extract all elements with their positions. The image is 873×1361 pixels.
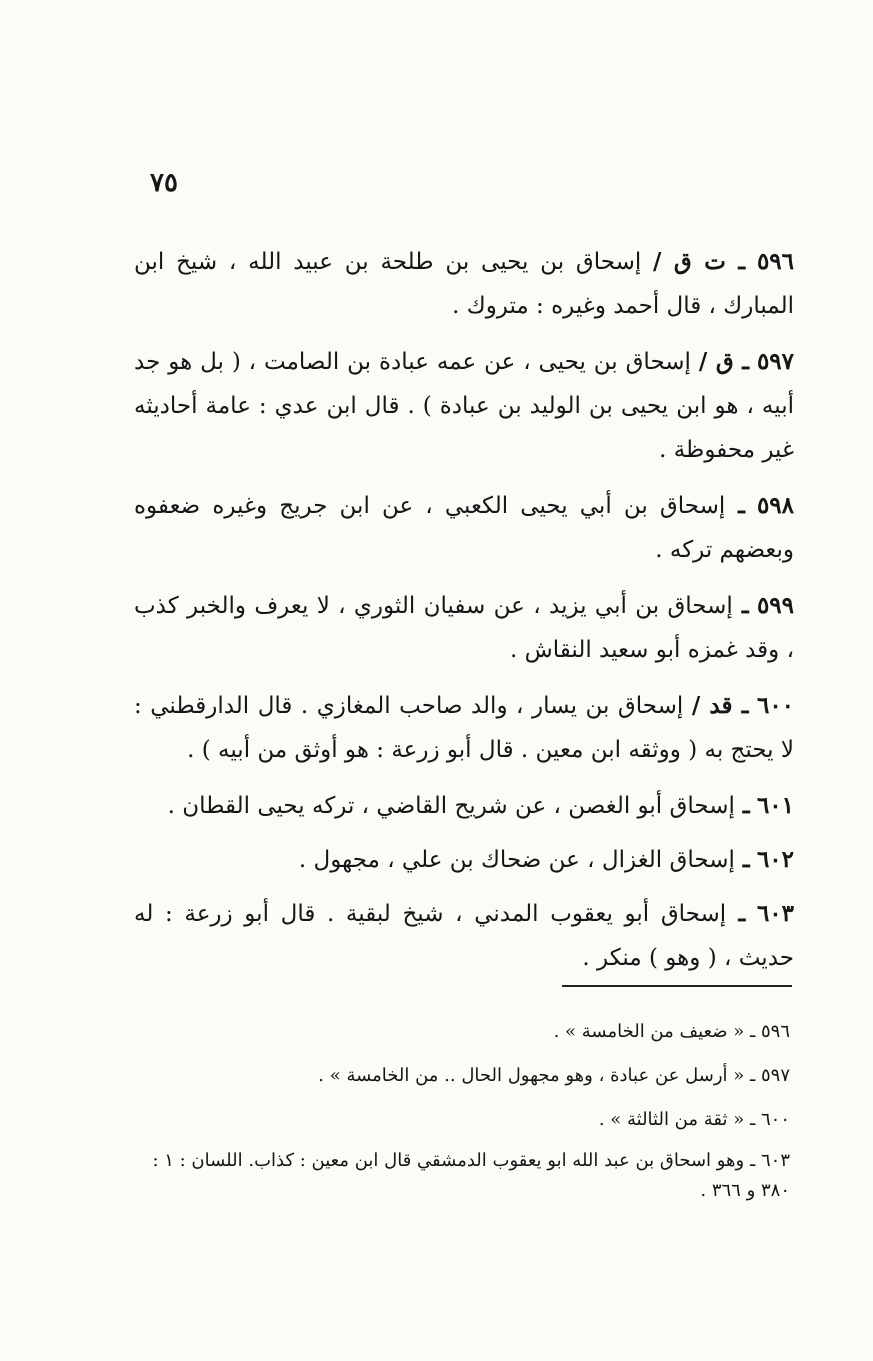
footnote-text: « أرسل عن عبادة ، وهو مجهول الحال .. من الخامسة » . [318,1065,745,1086]
footnote-text: وهو اسحاق بن عبد الله ابو يعقوب الدمشقي قال ابن معين : كذاب. اللسان : ١ : ٣٨٠ و ٣٦٦ . [152,1150,790,1201]
footnote-597: ٥٩٧ ـ « أرسل عن عبادة ، وهو مجهول الحال .. من الخامسة » . [318,1065,790,1086]
entries-list [134,240,794,992]
entry-number: ٦٠١ [756,792,794,819]
entry-siglum: قد / [691,692,733,719]
entry-text: إسحاق بن يحيى بن طلحة بن عبيد الله ، شيخ ابن المبارك ، قال أحمد وغيره : متروك . [134,249,794,319]
entry-text: إسحاق أبو يعقوب المدني ، شيخ لبقية . قال أبو زرعة : له حديث ، ( وهو ) منكر . [134,901,794,971]
entry-601: ٦٠١ ـ إسحاق أبو الغصن ، عن شريح القاضي ، تركه يحيى القطان . [167,792,794,819]
entry-siglum: ق / [698,348,734,375]
entry-599: ٥٩٩ ـ إسحاق بن أبي يزيد ، عن سفيان الثوري ، لا يعرف والخبر كذب ، وقد غمزه أبو سعيد النقاش . [134,592,794,663]
entry-number: ٥٩٨ [756,492,794,519]
entry-text: إسحاق بن أبي يزيد ، عن سفيان الثوري ، لا يعرف والخبر كذب ، وقد غمزه أبو سعيد النقاش . [134,593,794,663]
footnote-number: ٥٩٦ [760,1021,790,1042]
footnote-text: « ثقة من الثالثة » . [598,1109,745,1130]
entry-602: ٦٠٢ ـ إسحاق الغزال ، عن ضحاك بن علي ، مجهول . [298,846,794,873]
entry-number: ٦٠٠ [756,692,795,719]
footnote-number: ٦٠٠ [760,1109,790,1130]
footnote-number: ٥٩٧ [760,1065,790,1086]
footnotes [140,1010,790,1206]
footnote-divider [562,985,792,987]
entry-600: ٦٠٠ ـ قد / إسحاق بن يسار ، والد صاحب المغازي . قال الدارقطني : لا يحتج به ( ووثقه ابن معين . قال أبو زرعة : هو أوثق من أبيه ) . [134,692,795,763]
entry-text: إسحاق بن يحيى ، عن عمه عبادة بن الصامت ، ( بل هو جد أبيه ، هو ابن يحيى بن الوليد بن عبادة ) . قال ابن عدي : عامة أحاديثه غير محفوظة . [134,349,794,463]
entry-number: ٦٠٢ [756,846,794,873]
entry-number: ٥٩٦ [756,248,795,275]
entry-text: إسحاق الغزال ، عن ضحاك بن علي ، مجهول . [298,847,735,873]
footnote-600: ٦٠٠ ـ « ثقة من الثالثة » . [598,1109,790,1130]
entry-597: ٥٩٧ ـ ق / إسحاق بن يحيى ، عن عمه عبادة بن الصامت ، ( بل هو جد أبيه ، هو ابن يحيى بن الوليد بن عبادة ) . قال ابن عدي : عامة أحاديثه غير محفوظة . [134,348,795,463]
entry-number: ٥٩٧ [756,348,795,375]
footnote-603: ٦٠٣ ـ وهو اسحاق بن عبد الله ابو يعقوب الدمشقي قال ابن معين : كذاب. اللسان : ١ : ٣٨٠ و ٣٦٦ . [152,1150,790,1201]
page-number: ٧٥ [150,168,178,198]
footnote-number: ٦٠٣ [760,1150,790,1171]
entry-598: ٥٩٨ ـ إسحاق بن أبي يحيى الكعبي ، عن ابن جريج وغيره ضعفوه وبعضهم تركه . [134,492,794,563]
footnote-text: « ضعيف من الخامسة » . [553,1021,745,1042]
entry-text: إسحاق بن يسار ، والد صاحب المغازي . قال الدارقطني : لا يحتج به ( ووثقه ابن معين . قال أبو زرعة : هو أوثق من أبيه ) . [134,693,794,763]
entry-596: ٥٩٦ ـ ت ق / إسحاق بن يحيى بن طلحة بن عبيد الله ، شيخ ابن المبارك ، قال أحمد وغيره : متروك . [134,248,795,319]
entry-text: إسحاق أبو الغصن ، عن شريح القاضي ، تركه يحيى القطان . [167,793,735,819]
entry-siglum: ت ق / [653,248,726,275]
entry-number: ٥٩٩ [756,592,794,619]
entry-603: ٦٠٣ ـ إسحاق أبو يعقوب المدني ، شيخ لبقية . قال أبو زرعة : له حديث ، ( وهو ) منكر . [134,900,795,971]
entry-number: ٦٠٣ [756,900,795,927]
footnote-596: ٥٩٦ ـ « ضعيف من الخامسة » . [553,1021,790,1042]
entry-text: إسحاق بن أبي يحيى الكعبي ، عن ابن جريج وغيره ضعفوه وبعضهم تركه . [134,493,794,563]
